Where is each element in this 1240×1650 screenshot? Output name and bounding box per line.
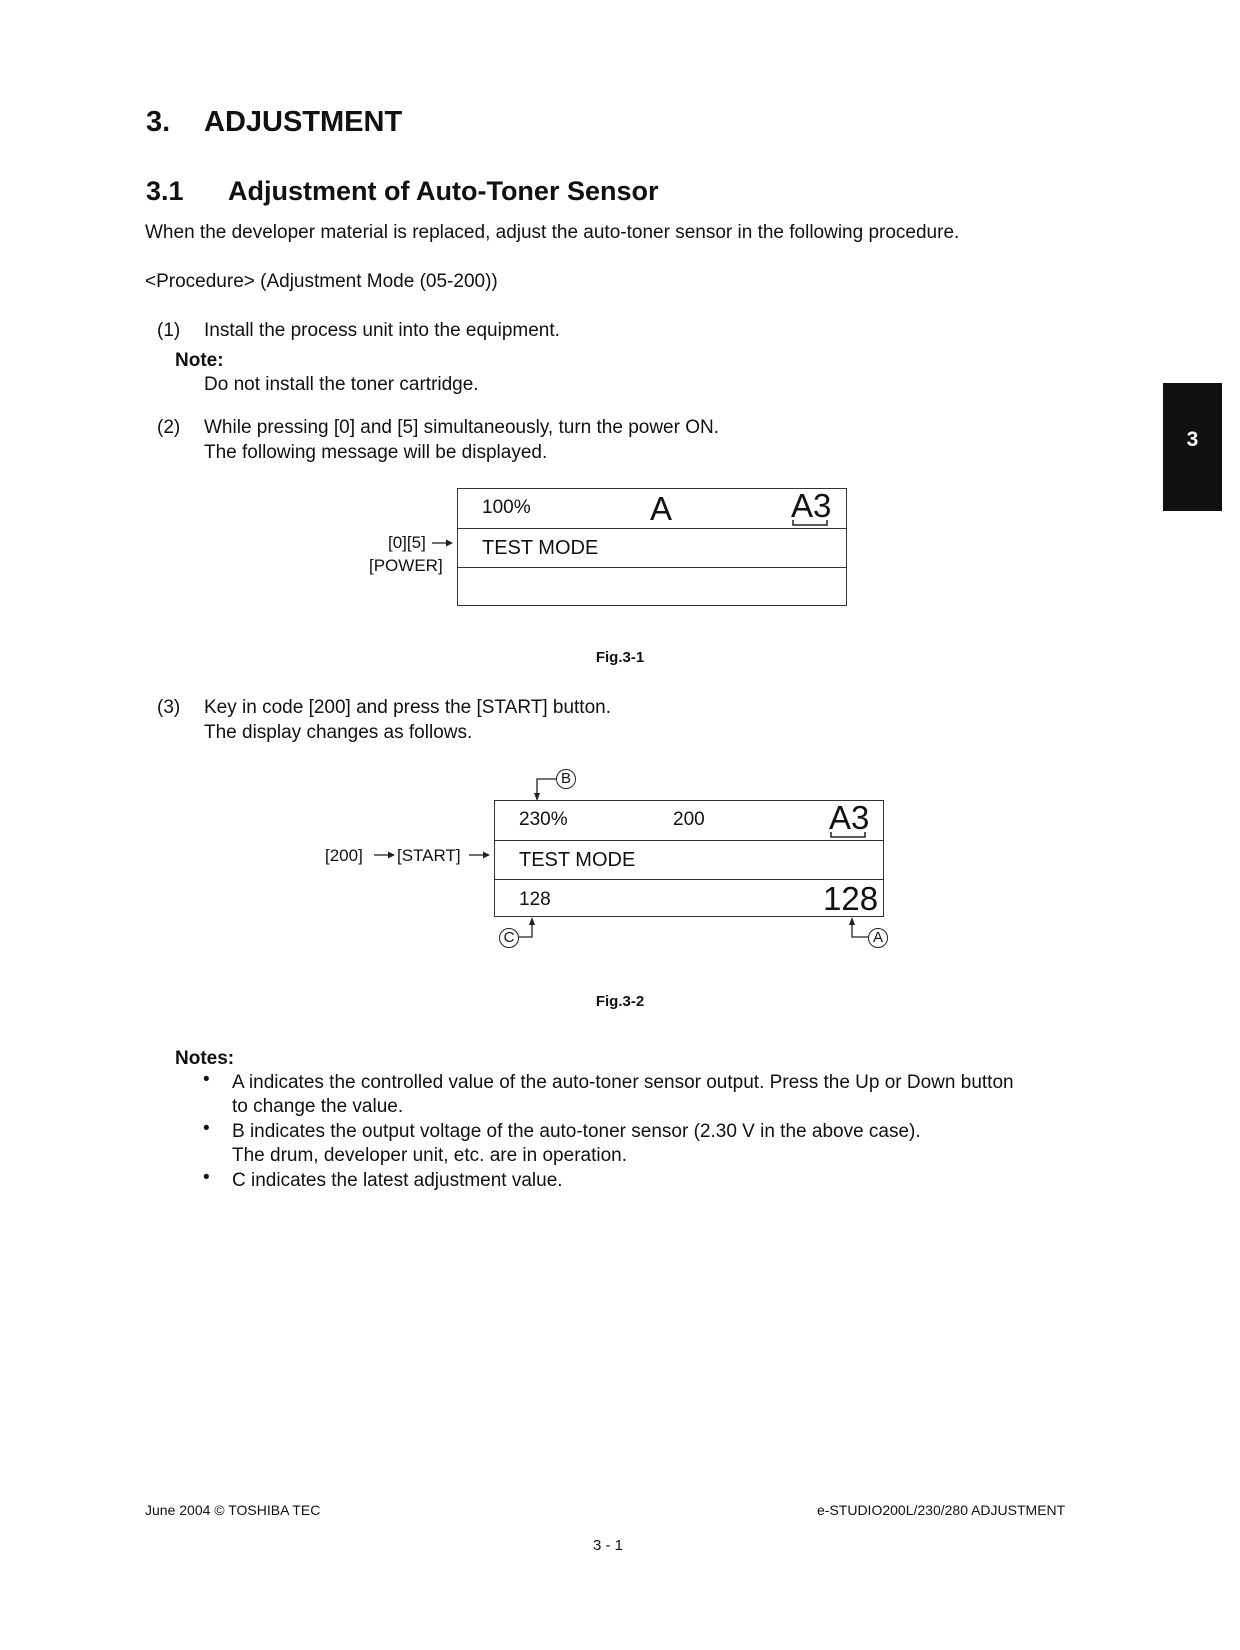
fig2-row2	[495, 840, 883, 879]
fig1-lcd-display	[457, 488, 847, 606]
fig1-power-label: [POWER]	[369, 556, 443, 575]
page-number: 3 - 1	[592, 1537, 623, 1554]
chapter-side-tab	[1163, 383, 1222, 511]
fig2-key-start: [START]	[397, 846, 461, 865]
fig1-paper-underline	[792, 520, 828, 526]
fig1-mode-indicator: A	[650, 490, 673, 527]
step2-line1: While pressing [0] and [5] simultaneously, turn the power ON.	[204, 417, 720, 438]
fig2-key-code: [200]	[325, 846, 363, 865]
chapter-tab-number: 3	[1186, 428, 1199, 451]
step1-number: (1)	[157, 320, 181, 341]
fig1-row1	[458, 489, 846, 528]
fig2-marker-a: A	[868, 928, 888, 948]
notes-label: Notes:	[175, 1048, 235, 1069]
fig2-leader-b	[531, 777, 559, 802]
fig2-row1	[495, 801, 883, 840]
fig2-row3	[495, 879, 883, 916]
note3-line1: C indicates the latest adjustment value.	[232, 1170, 563, 1191]
chapter-heading	[146, 106, 402, 139]
fig2-code: 200	[673, 809, 705, 830]
fig1-row3	[458, 567, 846, 605]
note1-bullet: •	[203, 1069, 210, 1090]
fig2-paper-underline	[830, 832, 866, 838]
fig2-test-mode: TEST MODE	[519, 849, 636, 871]
fig2-marker-c: C	[499, 928, 519, 948]
note1-line2: to change the value.	[232, 1096, 404, 1117]
fig1-ratio: 100%	[482, 497, 531, 518]
step2-line2: The following message will be displayed.	[204, 442, 548, 463]
fig2-marker-b: B	[556, 769, 576, 789]
footer-left: June 2004 © TOSHIBA TEC	[145, 1502, 321, 1518]
step2-number: (2)	[157, 417, 181, 438]
fig2-leader-a	[844, 917, 870, 942]
section-heading	[146, 176, 658, 207]
fig2-leader-c	[518, 917, 540, 942]
fig1-arrow	[432, 538, 454, 548]
step1-note-text: Do not install the toner cartridge.	[204, 374, 479, 395]
note2-line1: B indicates the output voltage of the auto-toner sensor (2.30 V in the above case).	[232, 1121, 921, 1142]
intro-paragraph: When the developer material is replaced, adjust the auto-toner sensor in the following procedure.	[145, 222, 960, 243]
fig2-caption: Fig.3-2	[595, 993, 645, 1010]
fig1-caption: Fig.3-1	[595, 649, 645, 666]
fig2-arrow-1	[373, 850, 397, 860]
note3-bullet: •	[203, 1167, 210, 1188]
fig2-controlled-value: 128	[823, 880, 879, 917]
procedure-label: <Procedure> (Adjustment Mode (05-200))	[145, 271, 498, 292]
step1-note-label: Note:	[175, 350, 224, 371]
step3-line2: The display changes as follows.	[204, 722, 473, 743]
fig1-row2	[458, 528, 846, 567]
fig2-paper-size: A3	[829, 799, 870, 836]
note1-line1: A indicates the controlled value of the auto-toner sensor output. Press the Up or Down button	[232, 1072, 1014, 1093]
step3-number: (3)	[157, 697, 181, 718]
fig2-ratio: 230%	[519, 809, 568, 830]
fig2-lcd-display	[494, 800, 884, 917]
section-title: Adjustment of Auto-Toner Sensor	[228, 176, 659, 206]
fig2-latest-value: 128	[519, 889, 551, 910]
step1-text: Install the process unit into the equipment.	[204, 320, 560, 341]
fig1-key-label: [0][5]	[388, 533, 426, 552]
fig1-test-mode: TEST MODE	[482, 537, 599, 559]
fig1-paper-size: A3	[791, 487, 832, 524]
note2-line2: The drum, developer unit, etc. are in operation.	[232, 1145, 628, 1166]
chapter-title: ADJUSTMENT	[204, 106, 403, 138]
footer-right: e-STUDIO200L/230/280 ADJUSTMENT	[817, 1502, 1066, 1518]
step3-line1: Key in code [200] and press the [START] button.	[204, 697, 611, 718]
note2-bullet: •	[203, 1118, 210, 1139]
section-number: 3.1	[146, 176, 184, 206]
chapter-number: 3.	[146, 106, 171, 138]
fig2-arrow-2	[469, 850, 491, 860]
